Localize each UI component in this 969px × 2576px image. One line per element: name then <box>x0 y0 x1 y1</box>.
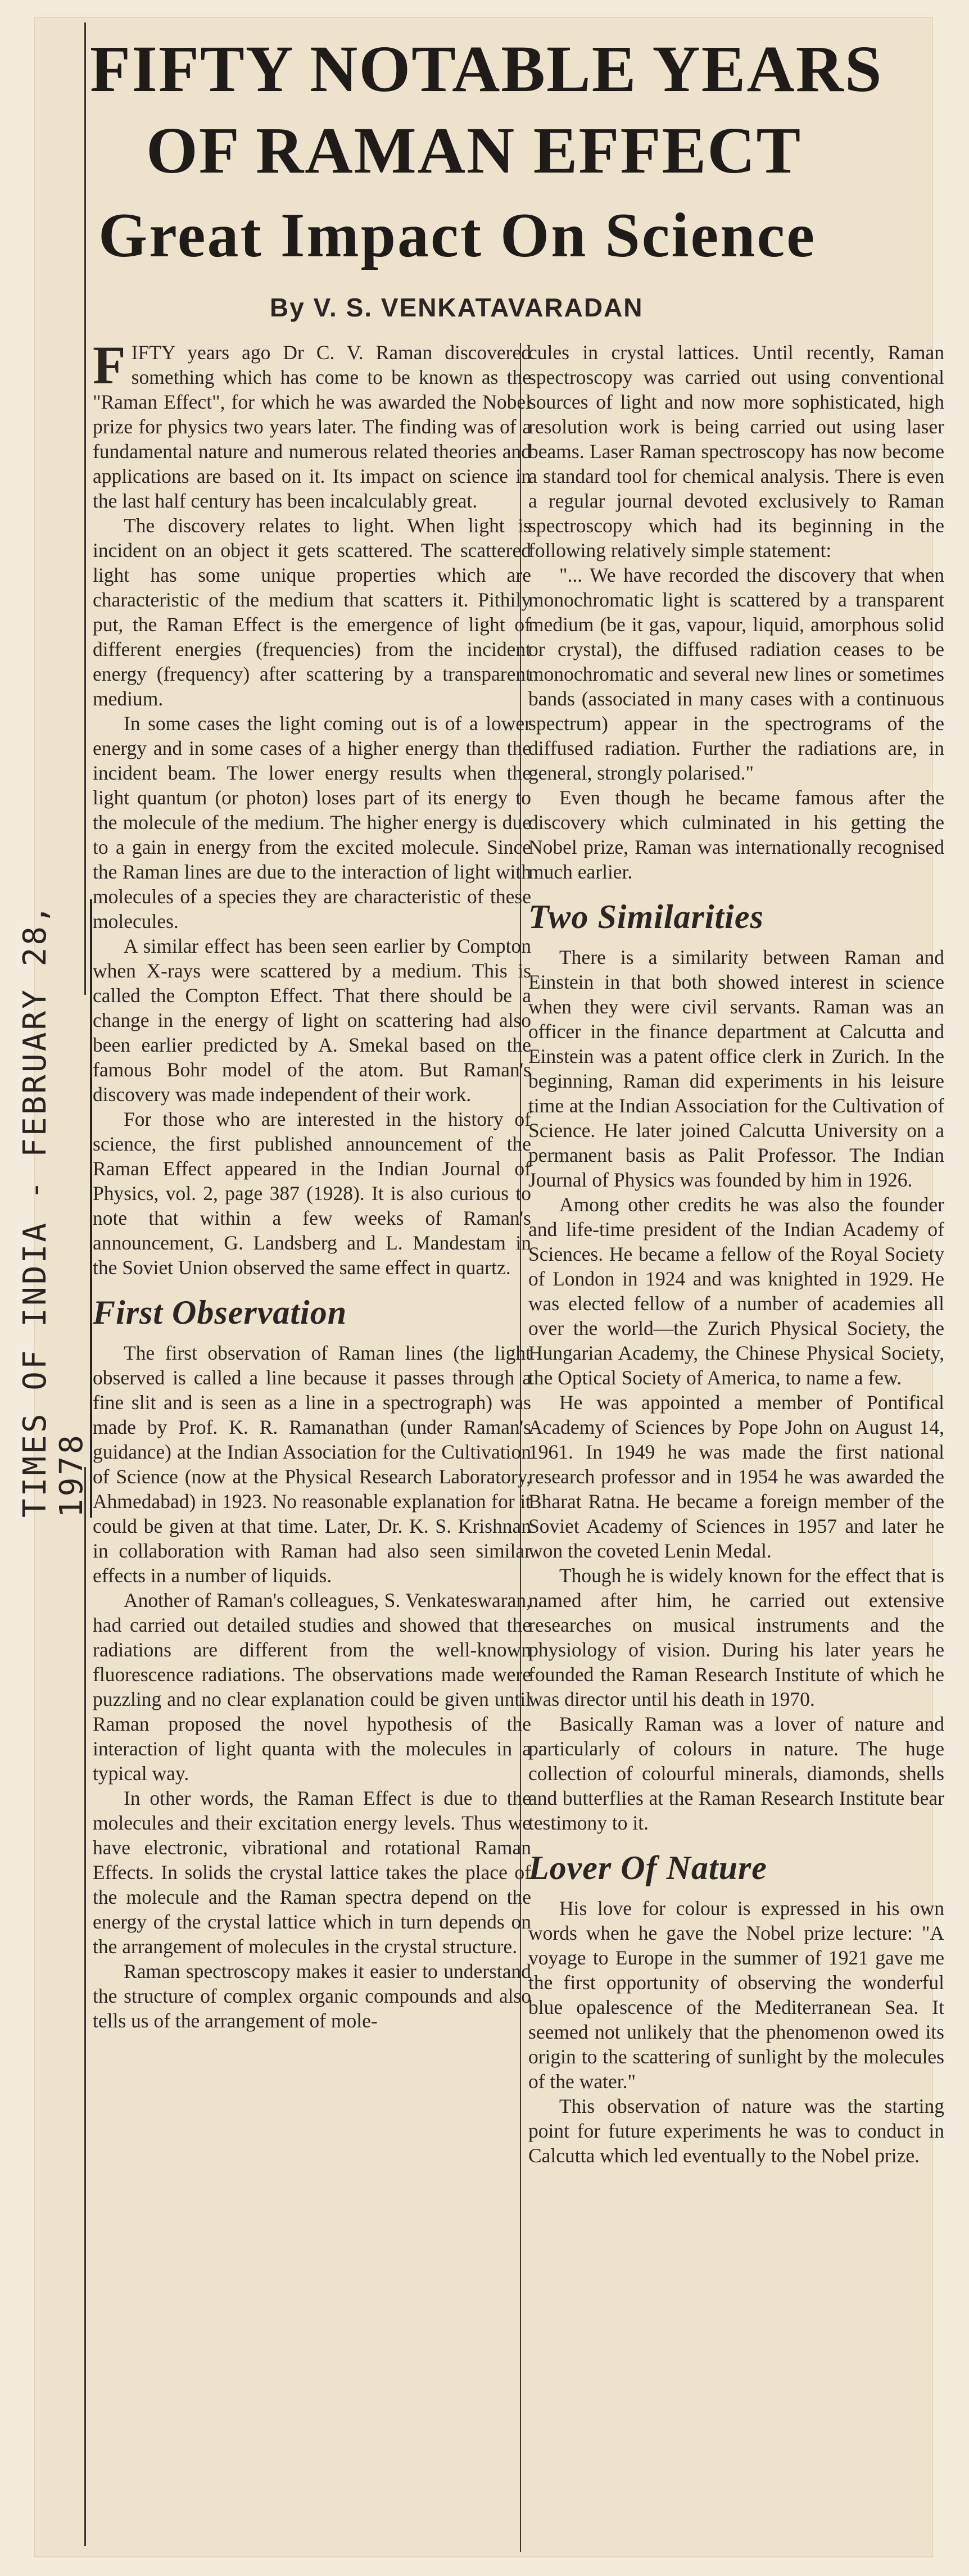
article-paragraph: The first observation of Raman lines (the light observed is called a line because it passes through a fine slit and is seen as a line in a spectrograph) was made by Prof. K. R. Ramanathan (under Raman's guidance) at the Indian Association for the Cultivation of Science (now at the Physical Research Laboratory, Ahmedabad) in 1923. No reasonable explanation for it could be given at that time. Later, Dr. K. S. Krishnan in collaboration with Raman had also seen similar effects in a number of liquids. <box>93 1342 531 1587</box>
nobel-quote: "... We have recorded the discovery that when monochromatic light is scattered by a transparent medium (be it gas, vapour, liquid, amorphous solid or crystal), the diffused radiation ceases to be monochromatic and several new lines or sometimes bands (associated in many cases with a continuous spectrum) appear in the spectrograms of the diffused radiation. Further the radiations are, in general, strongly polarised." <box>528 564 944 784</box>
article-paragraph: cules in crystal lattices. Until recently, Raman spectroscopy was carried out using conventional sources of light and now more sophisticated, high resolution work is being carried out using laser beams. Laser Raman spectroscopy has now become a standard tool for chemical analysis. There is even a regular journal devoted exclusively to Raman spectroscopy which had its beginning in the following relatively simple statement: <box>528 341 944 562</box>
article-paragraph: In other words, the Raman Effect is due to the molecules and their excitation energy levels. Thus we have electronic, vibrational and rotational Raman Effects. In solids the crystal lattice takes the place of the molecule and the Raman spectra depend on the energy of the crystal lattice which in turn depends on the arrangement of molecules in the crystal structure. <box>93 1787 531 1958</box>
article-paragraph: A similar effect has been seen earlier by Compton when X-rays were scattered by a medium. This is called the Compton Effect. That there should be a change in the energy of light on scattering had also been earlier predicted by A. Smekal based on the famous Bohr model of the atom. But Raman's discovery was made independent of their work. <box>93 935 531 1106</box>
article-paragraph: Basically Raman was a lover of nature and particularly of colours in nature. The huge collection of colourful minerals, diamonds, shells and butterflies at the Raman Research Institute bear testimony to it. <box>528 1713 944 1834</box>
byline: By V. S. VENKATAVARADAN <box>270 293 644 322</box>
section-heading-two-similarities: Two Similarities <box>528 898 764 935</box>
article-column-left <box>93 335 531 2033</box>
article-paragraph: His love for colour is expressed in his own words when he gave the Nobel prize lecture: "A voyage to Europe in the summer of 1921 gave me the first opportunity of observing the wonderful blue opalescence of the Mediterranean Sea. It seemed not unlikely that the phenomenon owed its origin to the scattering of sunlight by the molecules of the water." <box>528 1897 944 2093</box>
dateline-stamp: TIMES OF INDIA - FEBRUARY 28, 1978 <box>17 899 92 1518</box>
article-paragraph: In some cases the light coming out is of a lower energy and in some cases of a higher energy than the incident beam. The lower energy results when the light quantum (or photon) loses part of its energy to the molecule of the medium. The higher energy is due to a gain in energy from the excited molecule. Since the Raman lines are due to the interaction of light with molecules of a species they are characteristic of these molecules. <box>93 712 531 932</box>
article-paragraph: Among other credits he was also the founder and life-time president of the Indian Academy of Sciences. He became a fellow of the Royal Society of London in 1924 and was knighted in 1929. He was elected fellow of a number of academies all over the world—the Zurich Physical Society, the Hungarian Academy, the Chinese Physical Society, the Optical Society of America, to name a few. <box>528 1193 944 1389</box>
headline-line-2: OF RAMAN EFFECT <box>146 114 802 187</box>
article-paragraph: Even though he became famous after the discovery which culminated in his getting the Nobel prize, Raman was internationally recognised much earlier. <box>528 786 944 883</box>
section-heading-lover-of-nature: Lover Of Nature <box>528 1849 767 1886</box>
article-column-right <box>528 340 944 2168</box>
article-paragraph: Another of Raman's colleagues, S. Venkateswaran, had carried out detailed studies and showed that the radiations are different from the well-known fluorescence radiations. The observations made were puzzling and no clear explanation could be given until Raman proposed the novel hypothesis of the interaction of light quanta with the molecules in a typical way. <box>93 1589 531 1785</box>
article-paragraph: For those who are interested in the history of science, the first published announcement of the Raman Effect appeared in the Indian Journal of Physics, vol. 2, page 387 (1928). It is also curious to note that within a few weeks of Raman's announcement, G. Landsberg and L. Mandestam in the Soviet Union observed the same effect in quartz. <box>93 1108 531 1279</box>
drop-cap: F <box>93 335 126 395</box>
headline-line-1: FIFTY NOTABLE YEARS <box>90 32 883 106</box>
article-paragraph: The discovery relates to light. When light is incident on an object it gets scattered. The scattered light has some unique properties which are characteristic of the medium that scatters it. Pithily put, the Raman Effect is the emergence of light of different energies (frequencies) from the incident energy (frequency) after scattering by a transparent medium. <box>93 514 531 710</box>
section-heading-first-observation: First Observation <box>93 1294 347 1331</box>
left-border-rule <box>84 22 86 995</box>
article-paragraph: There is a similarity between Raman and Einstein in that both showed interest in science when they were civil servants. Raman was an officer in the finance department at Calcutta and Einstein was a patent office clerk in Zurich. In the beginning, Raman did experiments in his leisure time at the Indian Association for the Cultivation of Science. He later joined Calcutta University on a permanent basis as Palit Professor. The Indian Journal of Physics was founded by him in 1926. <box>528 946 944 1191</box>
left-border-rule-lower <box>84 1467 86 2546</box>
article-paragraph: Though he is widely known for the effect that is named after him, he carried out extensive researches on musical instruments and the physiology of vision. During his later years he founded the Raman Research Institute of which he was director until his death in 1970. <box>528 1564 944 1710</box>
subheadline: Great Impact On Science <box>98 201 816 270</box>
article-paragraph: This observation of nature was the starting point for future experiments he was to conduct in Calcutta which led eventually to the Nobel prize. <box>528 2095 944 2167</box>
article-paragraph: He was appointed a member of Pontifical Academy of Sciences by Pope John on August 14, 1961. In 1949 he was made the first national research professor and in 1954 he was awarded the Bharat Ratna. He became a foreign member of the Soviet Academy of Sciences in 1957 and later he won the coveted Lenin Medal. <box>528 1391 944 1562</box>
article-paragraph: Raman spectroscopy makes it easier to understand the structure of complex organic compounds and also tells us of the arrangement of mole- <box>93 1960 531 2032</box>
article-paragraph: FIFTY years ago Dr C. V. Raman discovered something which has come to be known as the "Raman Effect", for which he was awarded the Nobel prize for physics two years later. The finding was of a fundamental nature and numerous related theories and applications are based on it. Its impact on science in the last half century has been incalculably great. <box>93 335 531 512</box>
